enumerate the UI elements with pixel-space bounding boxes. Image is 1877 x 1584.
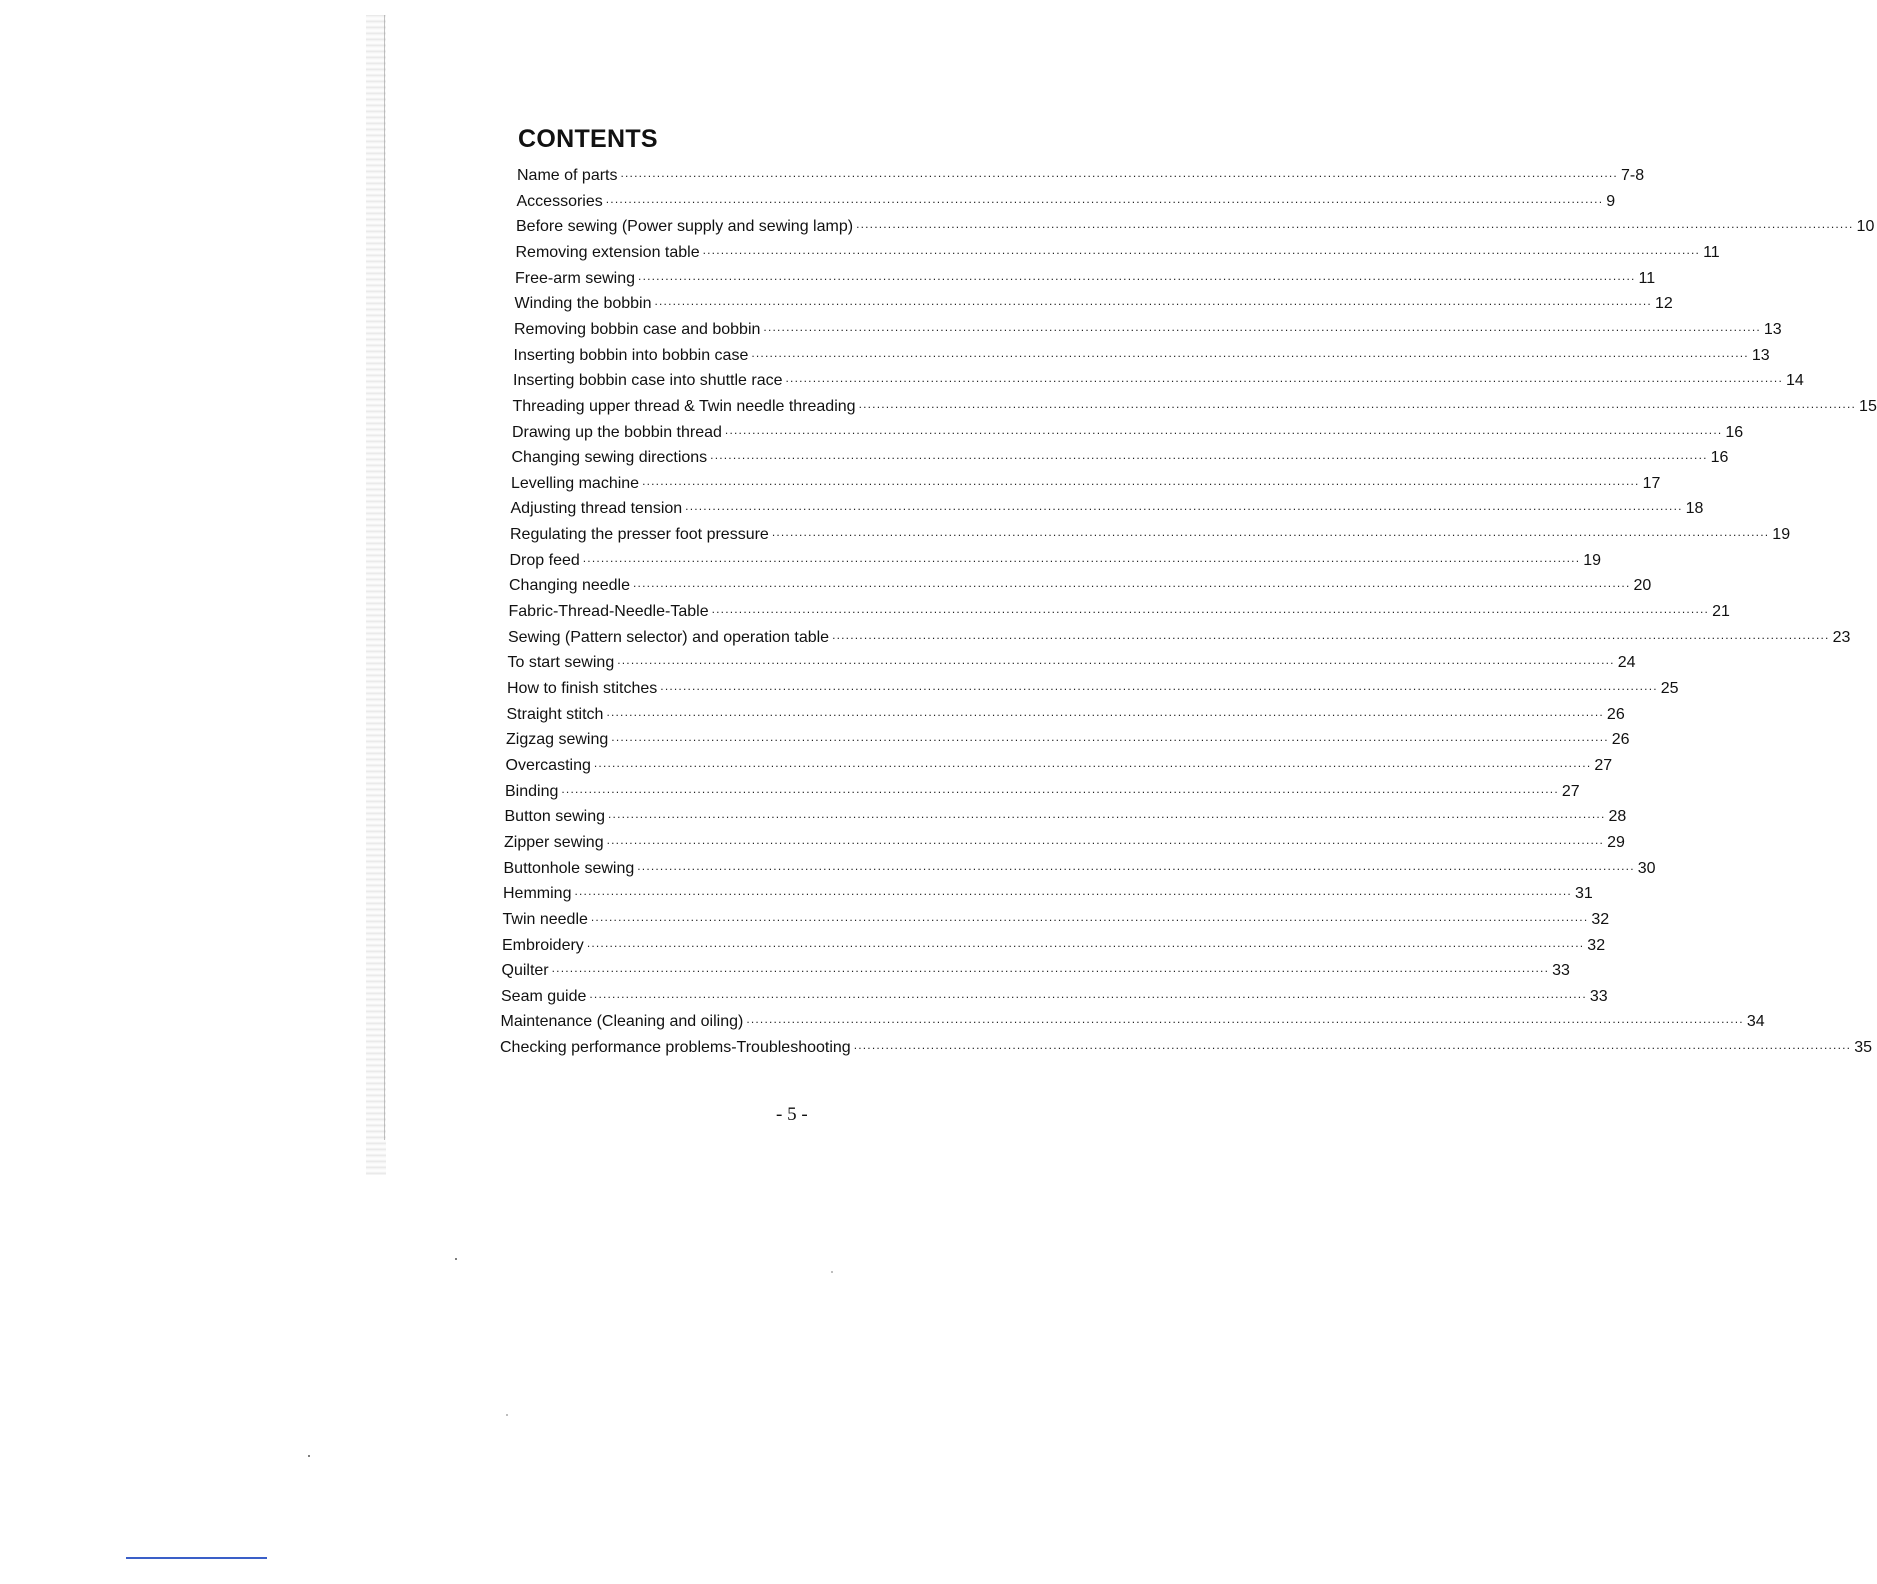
toc-entry-title: Threading upper thread & Twin needle threading <box>512 397 856 415</box>
toc-dot-leader: ............................................................................................................................................................................................................................ <box>638 268 1636 283</box>
toc-entry-page: 28 <box>1608 808 1627 826</box>
toc-dot-leader: ............................................................................................................................................................................................................................ <box>551 961 1550 976</box>
toc-entry-page: 32 <box>1587 936 1606 954</box>
toc-entry-title: Twin needle <box>502 910 588 928</box>
toc-entry <box>502 935 1606 956</box>
toc-entry <box>515 242 1720 263</box>
toc-entry <box>508 602 1730 622</box>
toc-entry-title: Adjusting thread tension <box>510 500 683 518</box>
toc-entry <box>510 499 1704 519</box>
toc-entry-page: 26 <box>1611 731 1630 749</box>
toc-entry <box>504 807 1627 827</box>
toc-entry-title: Binding <box>505 782 559 800</box>
toc-entry-title: Quilter <box>501 962 549 980</box>
toc-entry-title: Zigzag sewing <box>506 731 609 749</box>
toc-dot-leader: ............................................................................................................................................................................................................................ <box>853 1038 1852 1053</box>
toc-entry-page: 15 <box>1859 397 1877 415</box>
toc-dot-leader: ............................................................................................................................................................................................................................ <box>702 242 1701 257</box>
toc-entry-page: 10 <box>1856 218 1875 236</box>
toc-entry-page: 27 <box>1594 756 1613 774</box>
toc-entry-title: Maintenance (Cleaning and oiling) <box>500 1013 744 1031</box>
toc-entry <box>504 832 1625 853</box>
toc-entry <box>507 653 1636 673</box>
toc-entry-title: Overcasting <box>505 756 591 774</box>
toc-entry <box>510 525 1791 545</box>
toc-entry-page: 29 <box>1607 833 1625 851</box>
toc-dot-leader: ............................................................................................................................................................................................................................ <box>856 217 1854 232</box>
toc-entry-page: 31 <box>1574 885 1593 903</box>
toc-entry-title: Removing bobbin case and bobbin <box>514 320 761 338</box>
toc-entry <box>512 396 1877 417</box>
toc-entry <box>516 217 1875 237</box>
toc-dot-leader: ............................................................................................................................................................................................................................ <box>711 602 1710 616</box>
toc-entry <box>511 448 1729 468</box>
toc-entry <box>511 473 1661 494</box>
toc-entry-title: Accessories <box>516 192 603 210</box>
toc-entry-page: 32 <box>1591 910 1610 928</box>
toc-dot-leader: ............................................................................................................................................................................................................................ <box>589 986 1587 1001</box>
toc-entry-title: Changing needle <box>509 577 630 595</box>
toc-entry-title: Button sewing <box>504 808 606 826</box>
toc-entry <box>513 345 1770 366</box>
toc-entry <box>513 371 1804 391</box>
toc-dot-leader: ............................................................................................................................................................................................................................ <box>590 909 1589 924</box>
toc-entry-page: 16 <box>1710 449 1729 467</box>
page-title: CONTENTS <box>518 124 658 153</box>
toc-entry <box>501 986 1608 1007</box>
toc-entry-page: 14 <box>1785 372 1804 390</box>
toc-entry-page: 25 <box>1660 680 1679 697</box>
toc-dot-leader: ............................................................................................................................................................................................................................ <box>586 935 1585 950</box>
scan-speck <box>455 1258 457 1260</box>
scan-speck <box>506 1414 508 1416</box>
scan-speck <box>308 1455 310 1457</box>
toc-entry-page: 11 <box>1703 243 1720 261</box>
toc-dot-leader: ............................................................................................................................................................................................................................ <box>593 755 1592 770</box>
toc-entry-page: 11 <box>1638 269 1656 287</box>
toc-entry-page: 33 <box>1589 987 1608 1005</box>
toc-entry <box>514 294 1673 314</box>
toc-entry-page: 19 <box>1583 551 1602 569</box>
toc-dot-leader: ............................................................................................................................................................................................................................ <box>620 166 1618 180</box>
toc-entry <box>507 679 1679 699</box>
toc-dot-leader: ............................................................................................................................................................................................................................ <box>642 473 1640 488</box>
toc-entry-page: 34 <box>1746 1013 1765 1031</box>
toc-dot-leader: ............................................................................................................................................................................................................................ <box>582 550 1581 565</box>
toc-dot-leader: ............................................................................................................................................................................................................................ <box>660 679 1658 693</box>
toc-entry-title: Removing extension table <box>515 243 700 261</box>
toc-entry <box>503 858 1656 879</box>
toc-entry-title: Winding the bobbin <box>514 295 652 313</box>
toc-entry-page: 20 <box>1633 577 1652 595</box>
toc-entry-title: Before sewing (Power supply and sewing lamp) <box>516 218 854 236</box>
toc-entry-page: 18 <box>1685 500 1704 518</box>
toc-entry-page: 23 <box>1832 628 1851 646</box>
toc-entry-title: How to finish stitches <box>507 680 658 697</box>
toc-entry <box>500 1038 1872 1058</box>
toc-entry-page: 30 <box>1637 859 1656 877</box>
toc-entry-title: Inserting bobbin into bobbin case <box>513 346 749 364</box>
toc-entry-page: 13 <box>1763 320 1782 338</box>
toc-entry-title: Regulating the presser foot pressure <box>510 526 769 544</box>
toc-dot-leader: ............................................................................................................................................................................................................................ <box>637 858 1635 873</box>
toc-dot-leader: ............................................................................................................................................................................................................................ <box>832 627 1830 642</box>
scan-speck <box>831 1271 833 1273</box>
toc-dot-leader: ............................................................................................................................................................................................................................ <box>724 422 1723 437</box>
toc-entry-title: Seam guide <box>501 987 587 1005</box>
toc-entry <box>502 909 1610 930</box>
toc-entry-title: Changing sewing directions <box>511 449 708 467</box>
toc-entry-title: Checking performance problems-Troubleshooting <box>500 1039 851 1057</box>
toc-dot-leader: ............................................................................................................................................................................................................................ <box>654 294 1652 309</box>
toc-entry-title: To start sewing <box>507 654 615 672</box>
toc-entry-title: Sewing (Pattern selector) and operation table <box>508 628 830 646</box>
toc-entry <box>512 422 1744 443</box>
toc-entry-title: Buttonhole sewing <box>503 859 635 877</box>
toc-entry-title: Free-arm sewing <box>515 269 636 287</box>
toc-dot-leader: ............................................................................................................................................................................................................................ <box>606 704 1604 719</box>
toc-dot-leader: ............................................................................................................................................................................................................................ <box>574 884 1572 899</box>
toc-dot-leader: ............................................................................................................................................................................................................................ <box>611 730 1609 745</box>
toc-entry <box>500 1012 1765 1032</box>
toc-dot-leader: ............................................................................................................................................................................................................................ <box>858 396 1857 411</box>
toc-entry-title: Drawing up the bobbin thread <box>512 423 722 441</box>
toc-entry-page: 33 <box>1552 962 1570 980</box>
toc-dot-leader: ............................................................................................................................................................................................................................ <box>605 191 1604 206</box>
toc-entry <box>501 961 1570 981</box>
toc-entry-page: 12 <box>1654 295 1673 313</box>
toc-entry <box>509 576 1652 596</box>
toc-entry <box>506 704 1625 725</box>
toc-entry-page: 19 <box>1772 526 1791 544</box>
toc-entry-page: 35 <box>1854 1039 1872 1057</box>
page-number: - 5 - <box>776 1104 808 1125</box>
toc-entry-page: 24 <box>1617 654 1636 672</box>
toc-entry <box>503 884 1593 904</box>
toc-entry-page: 13 <box>1751 346 1770 364</box>
scan-artifact-line <box>126 1557 267 1559</box>
toc-entry <box>505 755 1613 776</box>
toc-dot-leader: ............................................................................................................................................................................................................................ <box>785 371 1783 386</box>
toc-entry-title: Drop feed <box>509 551 580 569</box>
toc-entry-title: Straight stitch <box>506 705 604 723</box>
toc-dot-leader: ............................................................................................................................................................................................................................ <box>633 576 1631 591</box>
toc-entry-page: 7-8 <box>1620 167 1645 184</box>
toc-dot-leader: ............................................................................................................................................................................................................................ <box>685 499 1683 514</box>
toc-entry-page: 9 <box>1606 192 1616 210</box>
toc-entry <box>508 627 1851 648</box>
toc-entry <box>506 730 1630 750</box>
toc-entry-title: Zipper sewing <box>504 833 604 851</box>
toc-dot-leader: ............................................................................................................................................................................................................................ <box>617 653 1615 668</box>
toc-dot-leader: ............................................................................................................................................................................................................................ <box>763 319 1761 334</box>
toc-entry <box>516 191 1616 212</box>
toc-dot-leader: ............................................................................................................................................................................................................................ <box>751 345 1749 360</box>
toc-entry-title: Name of parts <box>517 167 618 184</box>
toc-entry <box>509 550 1602 571</box>
toc-entry-page: 27 <box>1561 782 1580 800</box>
toc-entry-page: 16 <box>1725 423 1744 441</box>
toc-entry <box>505 781 1580 802</box>
toc-entry-page: 21 <box>1712 603 1730 620</box>
toc-entry-title: Hemming <box>503 885 572 903</box>
toc-entry-title: Levelling machine <box>511 474 640 492</box>
toc-dot-leader: ............................................................................................................................................................................................................................ <box>771 525 1770 540</box>
toc-dot-leader: ............................................................................................................................................................................................................................ <box>710 448 1708 463</box>
toc-dot-leader: ............................................................................................................................................................................................................................ <box>561 781 1559 796</box>
toc-entry-title: Fabric-Thread-Needle-Table <box>508 603 709 620</box>
toc-dot-leader: ............................................................................................................................................................................................................................ <box>606 832 1605 847</box>
toc-entry-title: Inserting bobbin case into shuttle race <box>513 372 783 390</box>
toc-entry <box>517 166 1645 186</box>
toc-entry <box>514 319 1782 340</box>
toc-entry <box>515 268 1656 289</box>
toc-dot-leader: ............................................................................................................................................................................................................................ <box>746 1012 1744 1027</box>
toc-entry-title: Embroidery <box>502 936 584 954</box>
toc-dot-leader: ............................................................................................................................................................................................................................ <box>608 807 1606 822</box>
toc-entry-page: 17 <box>1642 474 1661 492</box>
toc-entry-page: 26 <box>1606 705 1625 723</box>
